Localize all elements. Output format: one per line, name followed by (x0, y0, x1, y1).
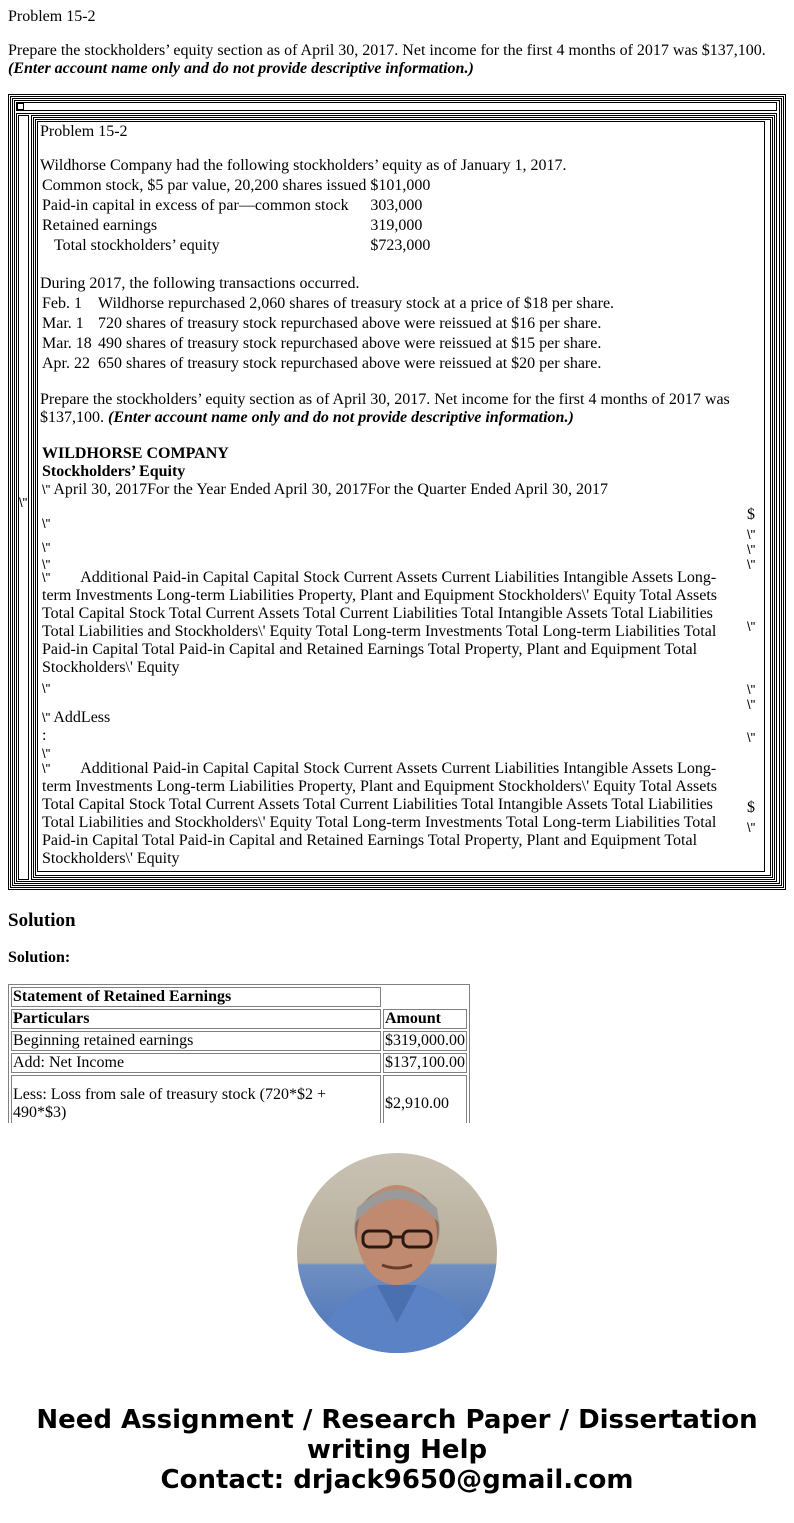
amount-input[interactable]: \" (747, 619, 756, 634)
field-marker[interactable]: \" (42, 540, 51, 555)
solution-subheading: Solution: (8, 949, 71, 966)
company-name: WILDHORSE COMPANY (42, 445, 229, 462)
equity-label: Retained earnings (42, 217, 158, 234)
corner-box (17, 103, 24, 110)
account-options: Additional Paid-in Capital Capital Stock Current Assets Current Liabilities Intangible Assets Long-term Investments Long-term Liabilities Property, Plant and Equipment Stockholders\' Equity Total Assets Total Capital Stock Total Current Assets Total Current Liabilities Total Intangible Assets Total Liabilities Total Liabilities and Stockholders\' Equity Total Long-term Investments Total Long-term Liabilities Total Paid-in Capital Total Paid-in Capital and Retained Earnings Total Property, Plant and Equipment Total Stockholders\' Equity (42, 569, 717, 676)
page-instruction (8, 42, 788, 78)
equity-row (40, 236, 432, 256)
amount-input[interactable]: \" (747, 542, 756, 557)
instruction-note: (Enter account name only and do not provide descriptive information.) (8, 60, 474, 77)
equity-label: Common stock, $5 par value, 20,200 shares issued (42, 177, 367, 194)
equity-row (40, 176, 432, 196)
table-row (11, 1075, 467, 1123)
amount-input[interactable]: \" (747, 527, 756, 542)
field-marker[interactable]: \" (42, 681, 51, 696)
table-row (11, 1053, 467, 1073)
column-header-amount: Amount (383, 1009, 467, 1029)
dollar-sign: $ (747, 506, 755, 523)
person-portrait-icon (297, 1153, 497, 1353)
select-marker: \" (42, 710, 51, 725)
amount-input[interactable]: \" (747, 682, 756, 697)
avatar (297, 1153, 497, 1353)
column-header-particulars: Particulars (11, 1009, 381, 1029)
field-marker[interactable]: \" (42, 557, 51, 572)
amount-input[interactable]: \" (747, 697, 756, 712)
date-options: April 30, 2017For the Year Ended April 30, 2017For the Quarter Ended April 30, 2017 (53, 481, 608, 498)
row-label: Less: Loss from sale of treasury stock (720*$2 + 490*$3) (11, 1075, 381, 1123)
equity-label: Total stockholders’ equity (54, 237, 220, 254)
cta-line-2: writing Help (306, 1435, 488, 1465)
equity-label: Paid-in capital in excess of par—common stock (42, 197, 349, 214)
transaction-row (42, 334, 614, 354)
transaction-text: 650 shares of treasury stock repurchased above were reissued at $20 per share. (98, 355, 602, 372)
account-select-2[interactable] (42, 760, 732, 868)
instruction-note: (Enter account name only and do not provide descriptive information.) (108, 409, 574, 426)
amount-input[interactable]: \" (747, 557, 756, 572)
problem-instruction (40, 391, 762, 427)
select-marker: \" (42, 570, 51, 585)
solution-heading: Solution (8, 910, 76, 931)
account-select-1[interactable] (42, 569, 732, 677)
equity-amount: 319,000 (370, 217, 423, 234)
cta-contact[interactable]: Contact: drjack9650@gmail.com (160, 1465, 634, 1495)
transaction-text: 490 shares of treasury stock repurchased above were reissued at $15 per share. (98, 335, 602, 352)
equity-row (40, 216, 432, 236)
transaction-date: Mar. 1 (42, 315, 84, 332)
addless-colon: : (42, 727, 47, 744)
problem-intro: Wildhorse Company had the following stockholders’ equity as of January 1, 2017. (40, 157, 567, 174)
opening-equity-table (40, 176, 432, 256)
retained-earnings-table (8, 984, 470, 1123)
statement-name: Stockholders’ Equity (42, 463, 186, 480)
instruction-text: Prepare the stockholders’ equity section as of April 30, 2017. Net income for the first 4 months of 2017 was $137,100. (8, 42, 766, 59)
instruction-line-1: Prepare the stockholders’ equity section as of April 30, 2017. Net income for the first 4 months of 2017 was (40, 391, 730, 408)
amount-input[interactable]: \" (747, 820, 756, 835)
equity-amount: 303,000 (370, 197, 423, 214)
equity-row (40, 196, 432, 216)
transactions-list (42, 294, 614, 374)
solution-table-clip (8, 984, 470, 1123)
equity-amount: $723,000 (370, 237, 431, 254)
row-label: Beginning retained earnings (11, 1031, 381, 1051)
transaction-row (42, 354, 614, 374)
statement-date-select[interactable] (42, 481, 608, 499)
transaction-date: Feb. 1 (42, 295, 82, 312)
row-amount: $137,100.00 (385, 1054, 465, 1071)
top-strip (16, 102, 777, 111)
page-title: Problem 15-2 (8, 8, 96, 25)
select-marker: \" (42, 482, 51, 497)
cta-line-1: Need Assignment / Research Paper / Dissertation (36, 1405, 758, 1435)
addless-select[interactable] (42, 709, 110, 727)
left-marker: \" (19, 495, 28, 510)
problem-title: Problem 15-2 (40, 123, 128, 140)
instruction-line-2: $137,100. (40, 409, 104, 426)
row-label: Add: Net Income (11, 1053, 381, 1073)
transaction-text: 720 shares of treasury stock repurchased above were reissued at $16 per share. (98, 315, 602, 332)
amount-input[interactable]: \" (747, 730, 756, 745)
table-row (11, 1009, 467, 1029)
transaction-date: Apr. 22 (42, 355, 90, 372)
row-amount: $2,910.00 (383, 1075, 467, 1123)
row-amount: $319,000.00 (385, 1032, 465, 1049)
equity-amount: $101,000 (370, 177, 431, 194)
select-marker: \" (42, 761, 51, 776)
transaction-row (42, 314, 614, 334)
field-marker[interactable]: \" (42, 516, 51, 531)
table-row (11, 1031, 467, 1051)
transaction-text: Wildhorse repurchased 2,060 shares of treasury stock at a price of $18 per share. (98, 295, 615, 312)
field-marker[interactable]: \" (42, 746, 51, 761)
transaction-row (42, 294, 614, 314)
table-title: Statement of Retained Earnings (11, 987, 381, 1007)
transaction-date: Mar. 18 (42, 335, 92, 352)
table-row (11, 987, 467, 1007)
dollar-sign: $ (747, 799, 755, 816)
transactions-intro: During 2017, the following transactions occurred. (40, 275, 360, 292)
addless-options: AddLess (53, 709, 111, 726)
account-options: Additional Paid-in Capital Capital Stock Current Assets Current Liabilities Intangible Assets Long-term Investments Long-term Liabilities Property, Plant and Equipment Stockholders\' Equity Total Assets Total Capital Stock Total Current Assets Total Current Liabilities Total Intangible Assets Total Liabilities Total Liabilities and Stockholders\' Equity Total Long-term Investments Total Long-term Liabilities Total Paid-in Capital Total Paid-in Capital and Retained Earnings Total Property, Plant and Equipment Total Stockholders\' Equity (42, 760, 717, 867)
